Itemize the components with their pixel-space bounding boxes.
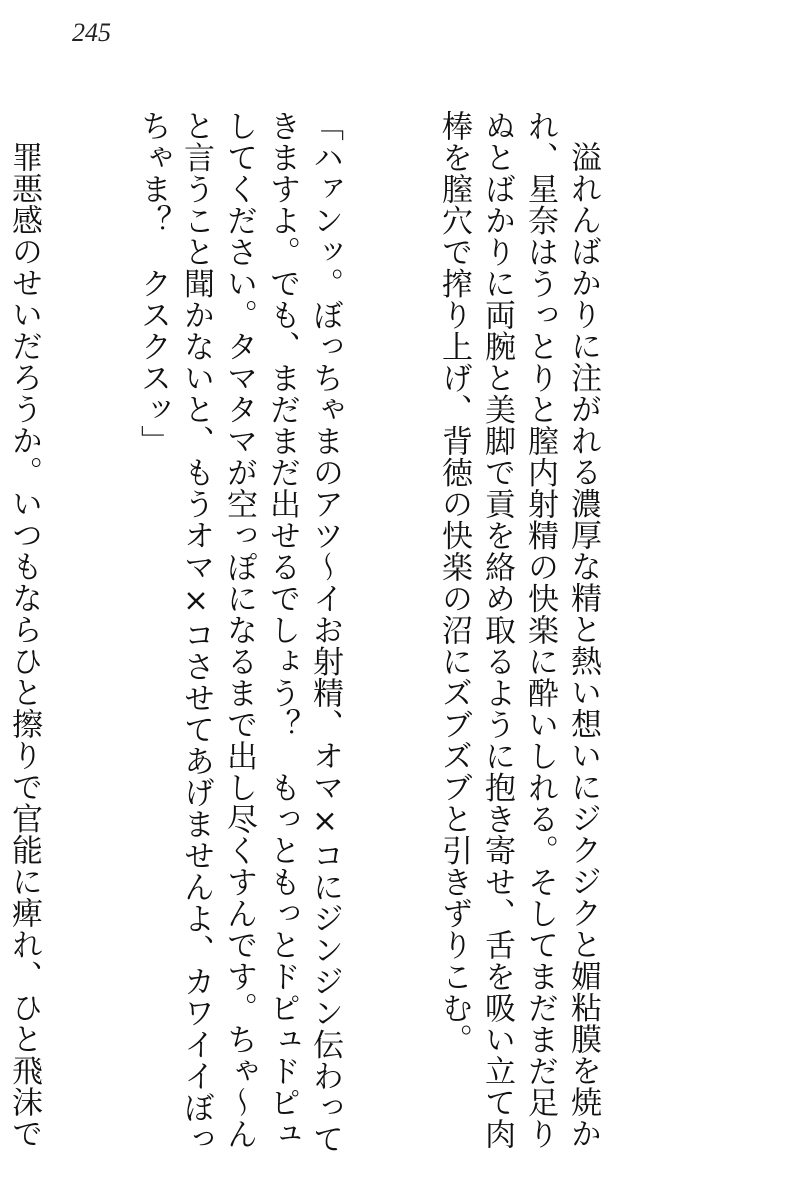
paragraph-1: 溢れんばかりに注がれる濃厚な精と熱い想いにジクジクと媚粘膜を焼かれ、星奈はうっとりと膣内射精の快楽に酔いしれる。そしてまだまだ足りぬとばかりに両腕と美脚で貢を絡め取るように抱き寄せ、舌を吸い立て肉棒を膣穴で搾り上げ、背徳の快楽の沼にズブズブと引きずりこむ。 (436, 110, 601, 1150)
page-number: 245 (72, 18, 111, 47)
dialogue-1: 「ハァンッ。ぼっちゃまのアツ〜イお射精、オマ×コにジンジン伝わってきますよ。でも、まだまだ出せるでしょう？ もっともっとドピュドピュしてください。タマタマが空っぽになるまで出し尽くすんです。ちゃ〜んと言うこと聞かないと、もうオマ×コさせてあげませんよ、カワイイぼっちゃま？ クスクスッ」 (135, 110, 343, 1155)
novel-text-body (0, 110, 690, 1170)
paragraph-2: 罪悪感のせいだろうか。いつもならひと擦りで官能に痺れ、ひと飛沫で (6, 141, 42, 1149)
